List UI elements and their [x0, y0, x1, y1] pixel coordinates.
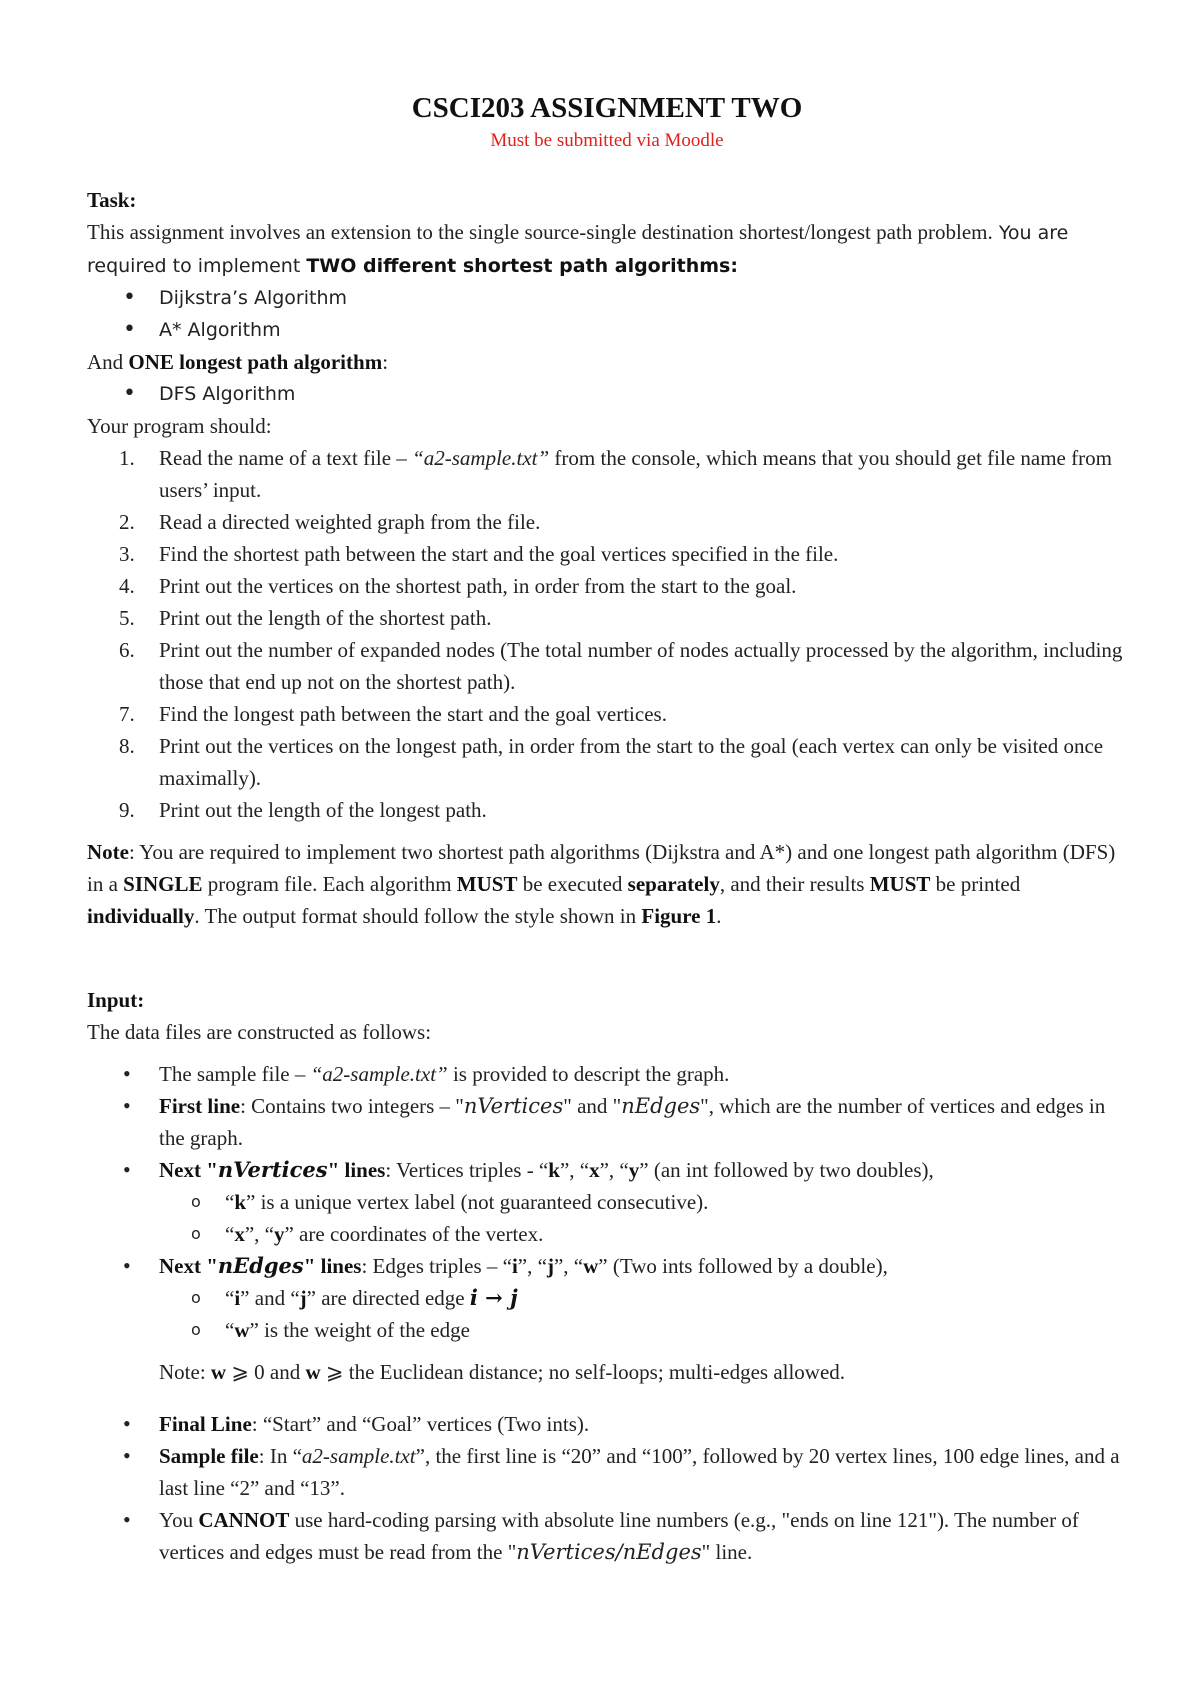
input-heading: Input:	[87, 988, 145, 1012]
input-list	[87, 1058, 1127, 1346]
list-item: • A* Algorithm	[87, 314, 1127, 346]
document-subtitle: Must be submitted via Moodle	[490, 130, 724, 151]
list-item: 3. Find the shortest path between the start and the goal vertices specified in the file.	[119, 542, 839, 566]
list-item: 1. Read the name of a text file – “a2-sample.txt” from the console, which means that you should get file name from users’ input.	[119, 446, 1112, 502]
list-item: o “x”, “y” are coordinates of the vertex.	[87, 1218, 1127, 1250]
list-item: • Sample file: In “a2-sample.txt”, the first line is “20” and “100”, followed by 20 vertex lines, 100 edge lines, and a last line “2” and “13”.	[87, 1440, 1127, 1504]
program-should: Your program should:	[87, 414, 272, 438]
list-item: 5. Print out the length of the shortest path.	[119, 606, 492, 630]
list-item: 7. Find the longest path between the start and the goal vertices.	[119, 702, 667, 726]
list-item: • Next "nEdges" lines: Edges triples – “i”, “j”, “w” (Two ints followed by a double),	[87, 1250, 1127, 1282]
list-item: o “k” is a unique vertex label (not guaranteed consecutive).	[87, 1186, 1127, 1218]
input-list-final	[87, 1408, 1127, 1568]
list-item: • Dijkstra’s Algorithm	[87, 282, 1127, 314]
longest-algorithm-list	[87, 378, 1127, 410]
list-item: o “w” is the weight of the edge	[87, 1314, 1127, 1346]
list-item: 9. Print out the length of the longest path.	[119, 798, 487, 822]
steps-list	[87, 442, 1127, 826]
list-item: 8. Print out the vertices on the longest path, in order from the start to the goal (each vertex can only be visited once maximally).	[119, 734, 1104, 790]
list-item: • You CANNOT use hard-coding parsing with absolute line numbers (e.g., "ends on line 121"). The number of vertices and edges must be read from the "nVertices/nEdges" line.	[87, 1504, 1127, 1568]
task-intro: This assignment involves an extension to the single source-single destination shortest/longest path problem. You are required to implement TWO different shortest path algorithms:	[87, 220, 1069, 277]
shortest-algorithm-list	[87, 282, 1127, 346]
list-item: 4. Print out the vertices on the shortest path, in order from the start to the goal.	[119, 574, 797, 598]
list-item: • DFS Algorithm	[87, 378, 1127, 410]
task-heading: Task:	[87, 188, 137, 212]
list-item: 6. Print out the number of expanded nodes (The total number of nodes actually processed by the algorithm, including those that end up not on the shortest path).	[119, 638, 1123, 694]
list-item: • The sample file – “a2-sample.txt” is provided to descript the graph.	[87, 1058, 1127, 1090]
list-item: • First line: Contains two integers – "nVertices" and "nEdges", which are the number of vertices and edges in the graph.	[87, 1090, 1127, 1154]
list-item: • Next "nVertices" lines: Vertices triples - “k”, “x”, “y” (an int followed by two doubles),	[87, 1154, 1127, 1186]
longest-intro: And ONE longest path algorithm:	[87, 350, 389, 374]
input-note: Note: w ⩾ 0 and w ⩾ the Euclidean distance; no self-loops; multi-edges allowed.	[159, 1360, 846, 1384]
document-title: CSCI203 ASSIGNMENT TWO	[411, 92, 803, 124]
list-item: o “i” and “j” are directed edge i → j	[87, 1282, 1127, 1314]
task-note: Note: You are required to implement two shortest path algorithms (Dijkstra and A*) and one longest path algorithm (DFS) in a SINGLE program file. Each algorithm MUST be executed separately, and their results MUST be printed individually. The output format should follow the style shown in Figure 1.	[87, 840, 1116, 928]
list-item: • Final Line: “Start” and “Goal” vertices (Two ints).	[87, 1408, 1127, 1440]
list-item: 2. Read a directed weighted graph from the file.	[119, 510, 541, 534]
document-page	[87, 80, 1127, 1568]
input-intro: The data files are constructed as follows:	[87, 1020, 432, 1044]
